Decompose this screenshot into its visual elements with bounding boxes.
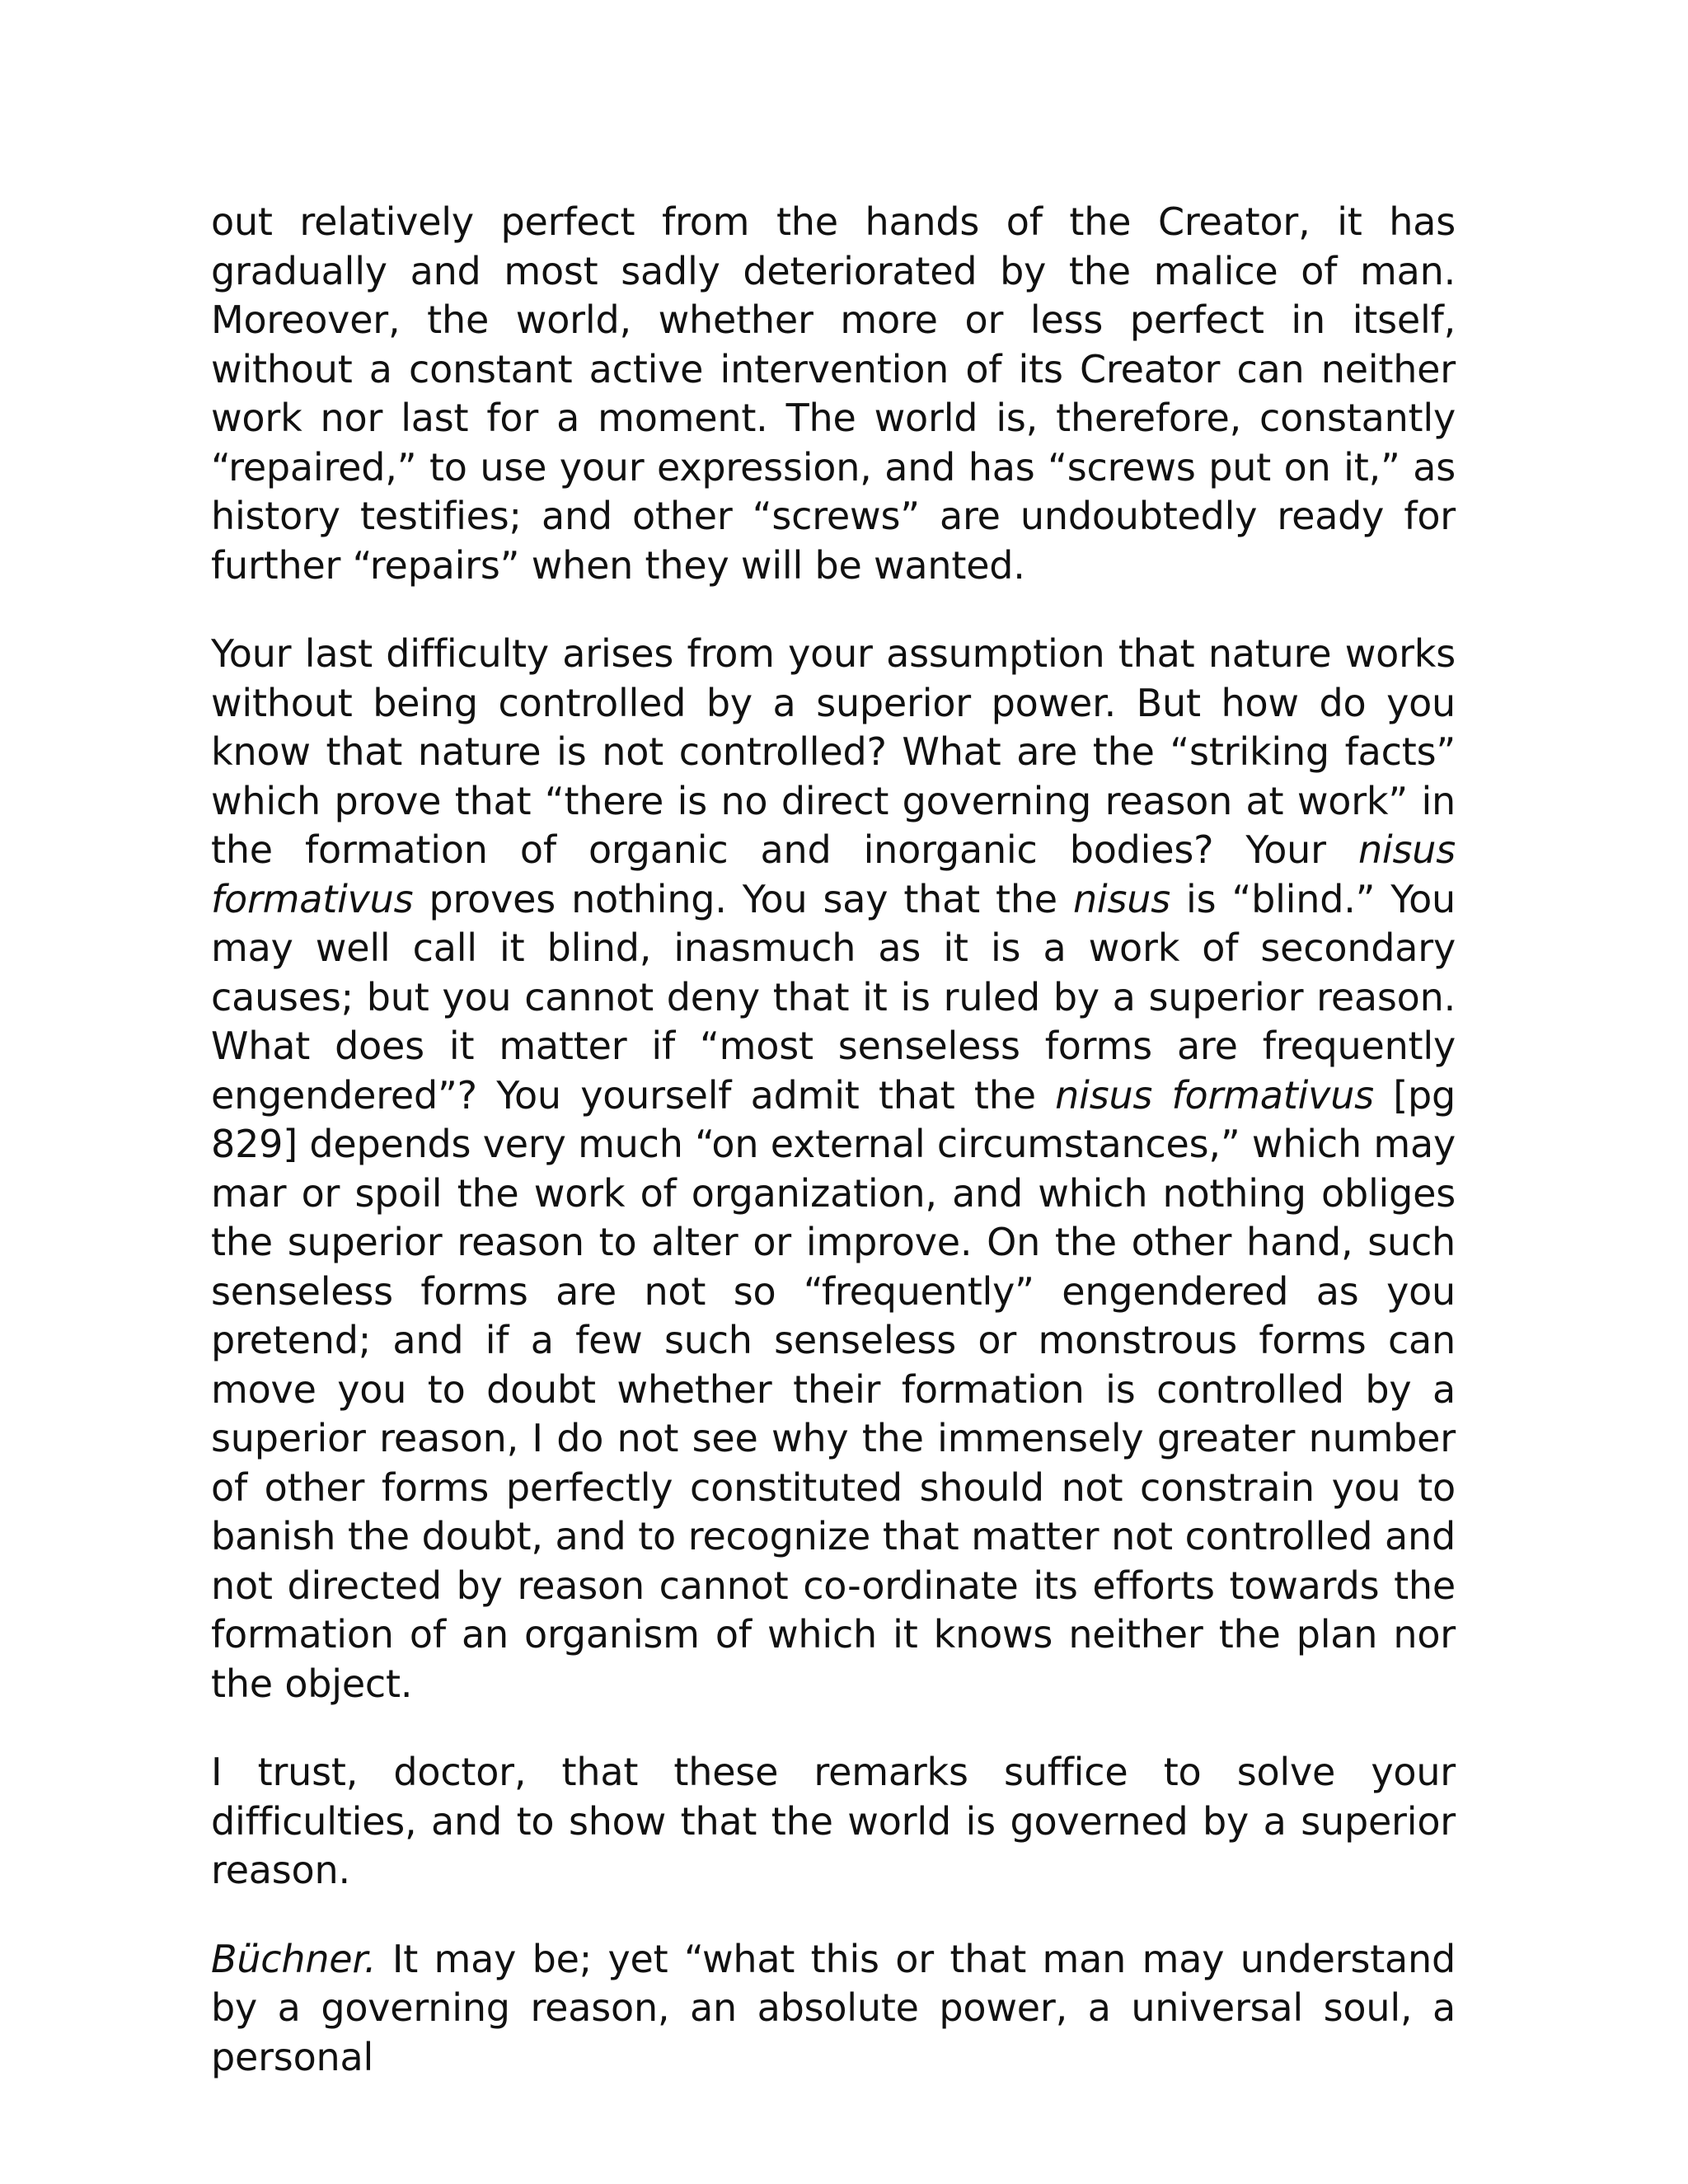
paragraph-text: It may be; yet “what this or that man may understand by a governing reason, an absolute power, a universal soul, a personal: [211, 1936, 1456, 2079]
italic-term: nisus formativus: [211, 827, 1456, 921]
paragraph-text: [pg 829] depends very much “on external circumstances,” which may mar or spoil the work of organization, and which nothing obliges the superior reason to alter or improve. On the other hand, such senseless forms are not so “frequently” engendered as you pretend; and if a few such senseless or monstrous forms can move you to doubt whether their formation is controlled by a superior reason, I do not see why the immensely greater number of other forms perfectly constituted should not constrain you to banish the doubt, and to recognize that matter not controlled and not directed by reason cannot co-ordinate its efforts towards the formation of an organism of which it knows neither the plan nor the object.: [211, 1072, 1456, 1706]
paragraph: [211, 1935, 1456, 2083]
paragraph: [211, 1748, 1456, 1896]
document-page: [211, 198, 1456, 2082]
speaker-name: Büchner.: [211, 1936, 377, 1981]
italic-term: nisus formativus: [1055, 1072, 1374, 1118]
paragraph-text: proves nothing. You say that the: [413, 876, 1073, 921]
paragraph-text: Your last difficulty arises from your assumption that nature works without being controlled by a superior power. But how do you know that nature is not controlled? What are the “striking facts” which prove that “there is no direct governing reason at work” in the formation of organic and inorganic bodies? Your: [211, 631, 1456, 872]
paragraph-text: is “blind.” You may well call it blind, inasmuch as it is a work of secondary causes; but you cannot deny that it is ruled by a superior reason. What does it matter if “most senseless forms are frequently engendered”? You yourself admit that the: [211, 876, 1456, 1118]
paragraph-text: out relatively perfect from the hands of the Creator, it has gradually and most sadly deteriorated by the malice of man. Moreover, the world, whether more or less perfect in itself, without a constant active intervention of its Creator can neither work nor last for a moment. The world is, therefore, constantly “repaired,” to use your expression, and has “screws put on it,” as history testifies; and other “screws” are undoubtedly ready for further “repairs” when they will be wanted.: [211, 199, 1456, 588]
italic-term: nisus: [1072, 876, 1170, 921]
paragraph: [211, 630, 1456, 1708]
paragraph: [211, 198, 1456, 590]
paragraph-text: I trust, doctor, that these remarks suffice to solve your difficulties, and to show that the world is governed by a superior reason.: [211, 1750, 1456, 1892]
